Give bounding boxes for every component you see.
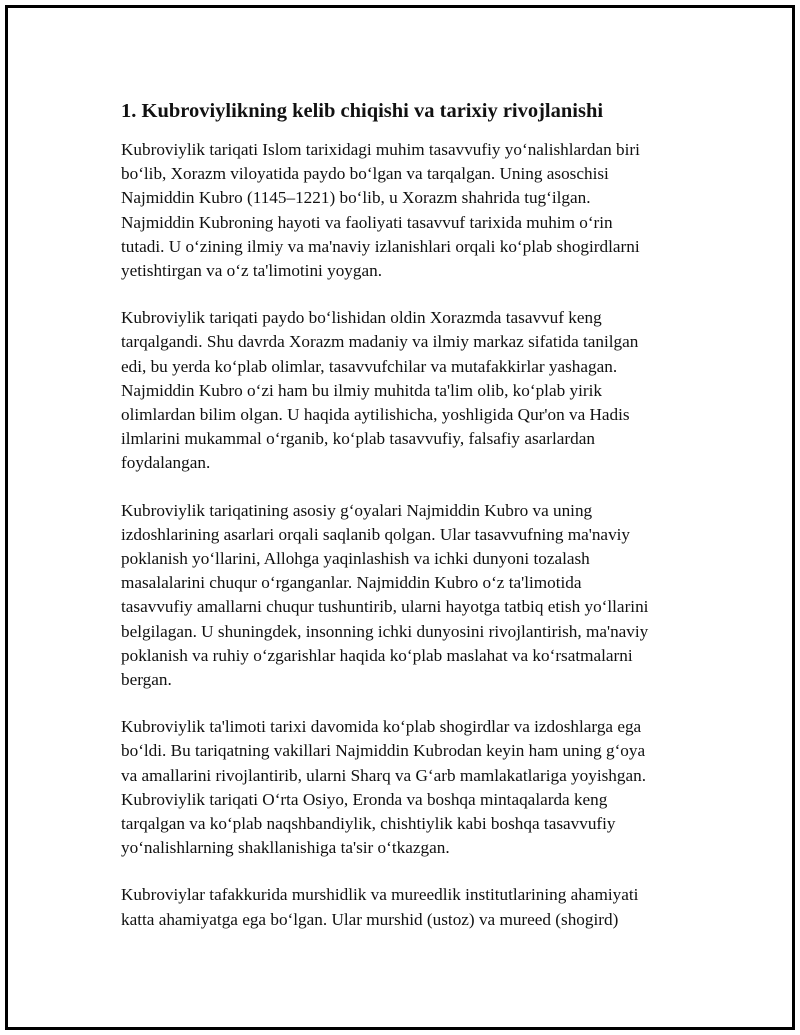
paragraph-line: Kubroviylik ta'limoti tarixi davomida ko‘plab shogirdlar va izdoshlarga ega: [121, 717, 642, 737]
paragraph-line: bo‘lib, Xorazm viloyatida paydo bo‘lgan va tarqalgan. Uning asoschisi: [121, 164, 609, 184]
paragraph-line: izdoshlarining asarlari orqali saqlanib qolgan. Ular tasavvufning ma'naviy: [121, 524, 631, 544]
paragraph-line: bergan.: [121, 670, 172, 690]
paragraph-line: yetishtirgan va o‘z ta'limotini yoygan.: [121, 261, 383, 281]
paragraph-line: tarqalgandi. Shu davrda Xorazm madaniy va ilmiy markaz sifatida tanilgan: [121, 332, 639, 352]
paragraph-line: tasavvufiy amallarni chuqur tushuntirib, ularni hayotga tatbiq etish yo‘llarini: [121, 597, 649, 617]
body-paragraph: [121, 715, 701, 860]
paragraph-line: poklanish va ruhiy o‘zgarishlar haqida ko‘plab maslahat va ko‘rsatmalarni: [121, 645, 633, 665]
paragraph-line: Najmiddin Kubro (1145–1221) bo‘lib, u Xorazm shahrida tug‘ilgan.: [121, 188, 591, 208]
paragraph-line: Kubroviylik tariqati paydo bo‘lishidan oldin Xorazmda tasavvuf keng: [121, 308, 602, 328]
document-page: [5, 5, 795, 1030]
paragraph-line: va amallarini rivojlantirib, ularni Sharq va G‘arb mamlakatlariga yoyishgan.: [121, 765, 647, 785]
paragraph-line: Kubroviylik tariqati Islom tarixidagi muhim tasavvufiy yo‘nalishlardan biri: [121, 140, 640, 159]
paragraph-list: [121, 138, 701, 932]
paragraph-line: poklanish yo‘llarini, Allohga yaqinlashish va ichki dunyoni tozalash: [121, 549, 590, 569]
paragraph-line: edi, bu yerda ko‘plab olimlar, tasavvufchilar va mutafakkirlar yashagan.: [121, 356, 618, 376]
paragraph-line: foydalangan.: [121, 453, 211, 473]
body-paragraph: [121, 306, 701, 475]
document-body: [121, 98, 701, 955]
body-paragraph: [121, 883, 701, 931]
paragraph-line: Kubroviylik tariqatining asosiy g‘oyalari Najmiddin Kubro va uning: [121, 500, 593, 520]
paragraph-line: belgilagan. U shuningdek, insonning ichki dunyosini rivojlantirish, ma'naviy: [121, 621, 649, 641]
section-heading: 1. Kubroviylikning kelib chiqishi va tarixiy rivojlanishi: [121, 100, 604, 122]
paragraph-line: olimlardan bilim olgan. U haqida aytilishicha, yoshligida Qur'on va Hadis: [121, 405, 630, 425]
paragraph-line: yo‘nalishlarning shakllanishiga ta'sir o‘tkazgan.: [121, 838, 450, 858]
paragraph-line: masalalarini chuqur o‘rganganlar. Najmiddin Kubro o‘z ta'limotida: [121, 573, 582, 593]
paragraph-line: bo‘ldi. Bu tariqatning vakillari Najmiddin Kubrodan keyin ham uning g‘oya: [121, 741, 646, 761]
paragraph-line: ilmlarini mukammal o‘rganib, ko‘plab tasavvufiy, falsafiy asarlardan: [121, 429, 595, 449]
body-paragraph: [121, 499, 701, 693]
paragraph-line: Najmiddin Kubro o‘zi ham bu ilmiy muhitda ta'lim olib, ko‘plab yirik: [121, 380, 602, 400]
paragraph-line: Najmiddin Kubroning hayoti va faoliyati tasavvuf tarixida muhim o‘rin: [121, 212, 613, 232]
paragraph-line: Kubroviylar tafakkurida murshidlik va mureedlik institutlarining ahamiyati: [121, 885, 639, 905]
paragraph-line: Kubroviylik tariqati O‘rta Osiyo, Eronda va boshqa mintaqalarda keng: [121, 789, 608, 809]
paragraph-line: katta ahamiyatga ega bo‘lgan. Ular murshid (ustoz) va mureed (shogird): [121, 909, 619, 929]
body-paragraph: [121, 138, 701, 283]
paragraph-line: tarqalgan va ko‘plab naqshbandiylik, chishtiylik kabi boshqa tasavvufiy: [121, 814, 616, 834]
paragraph-line: tutadi. U o‘zining ilmiy va ma'naviy izlanishlari orqali ko‘plab shogirdlarni: [121, 236, 640, 256]
